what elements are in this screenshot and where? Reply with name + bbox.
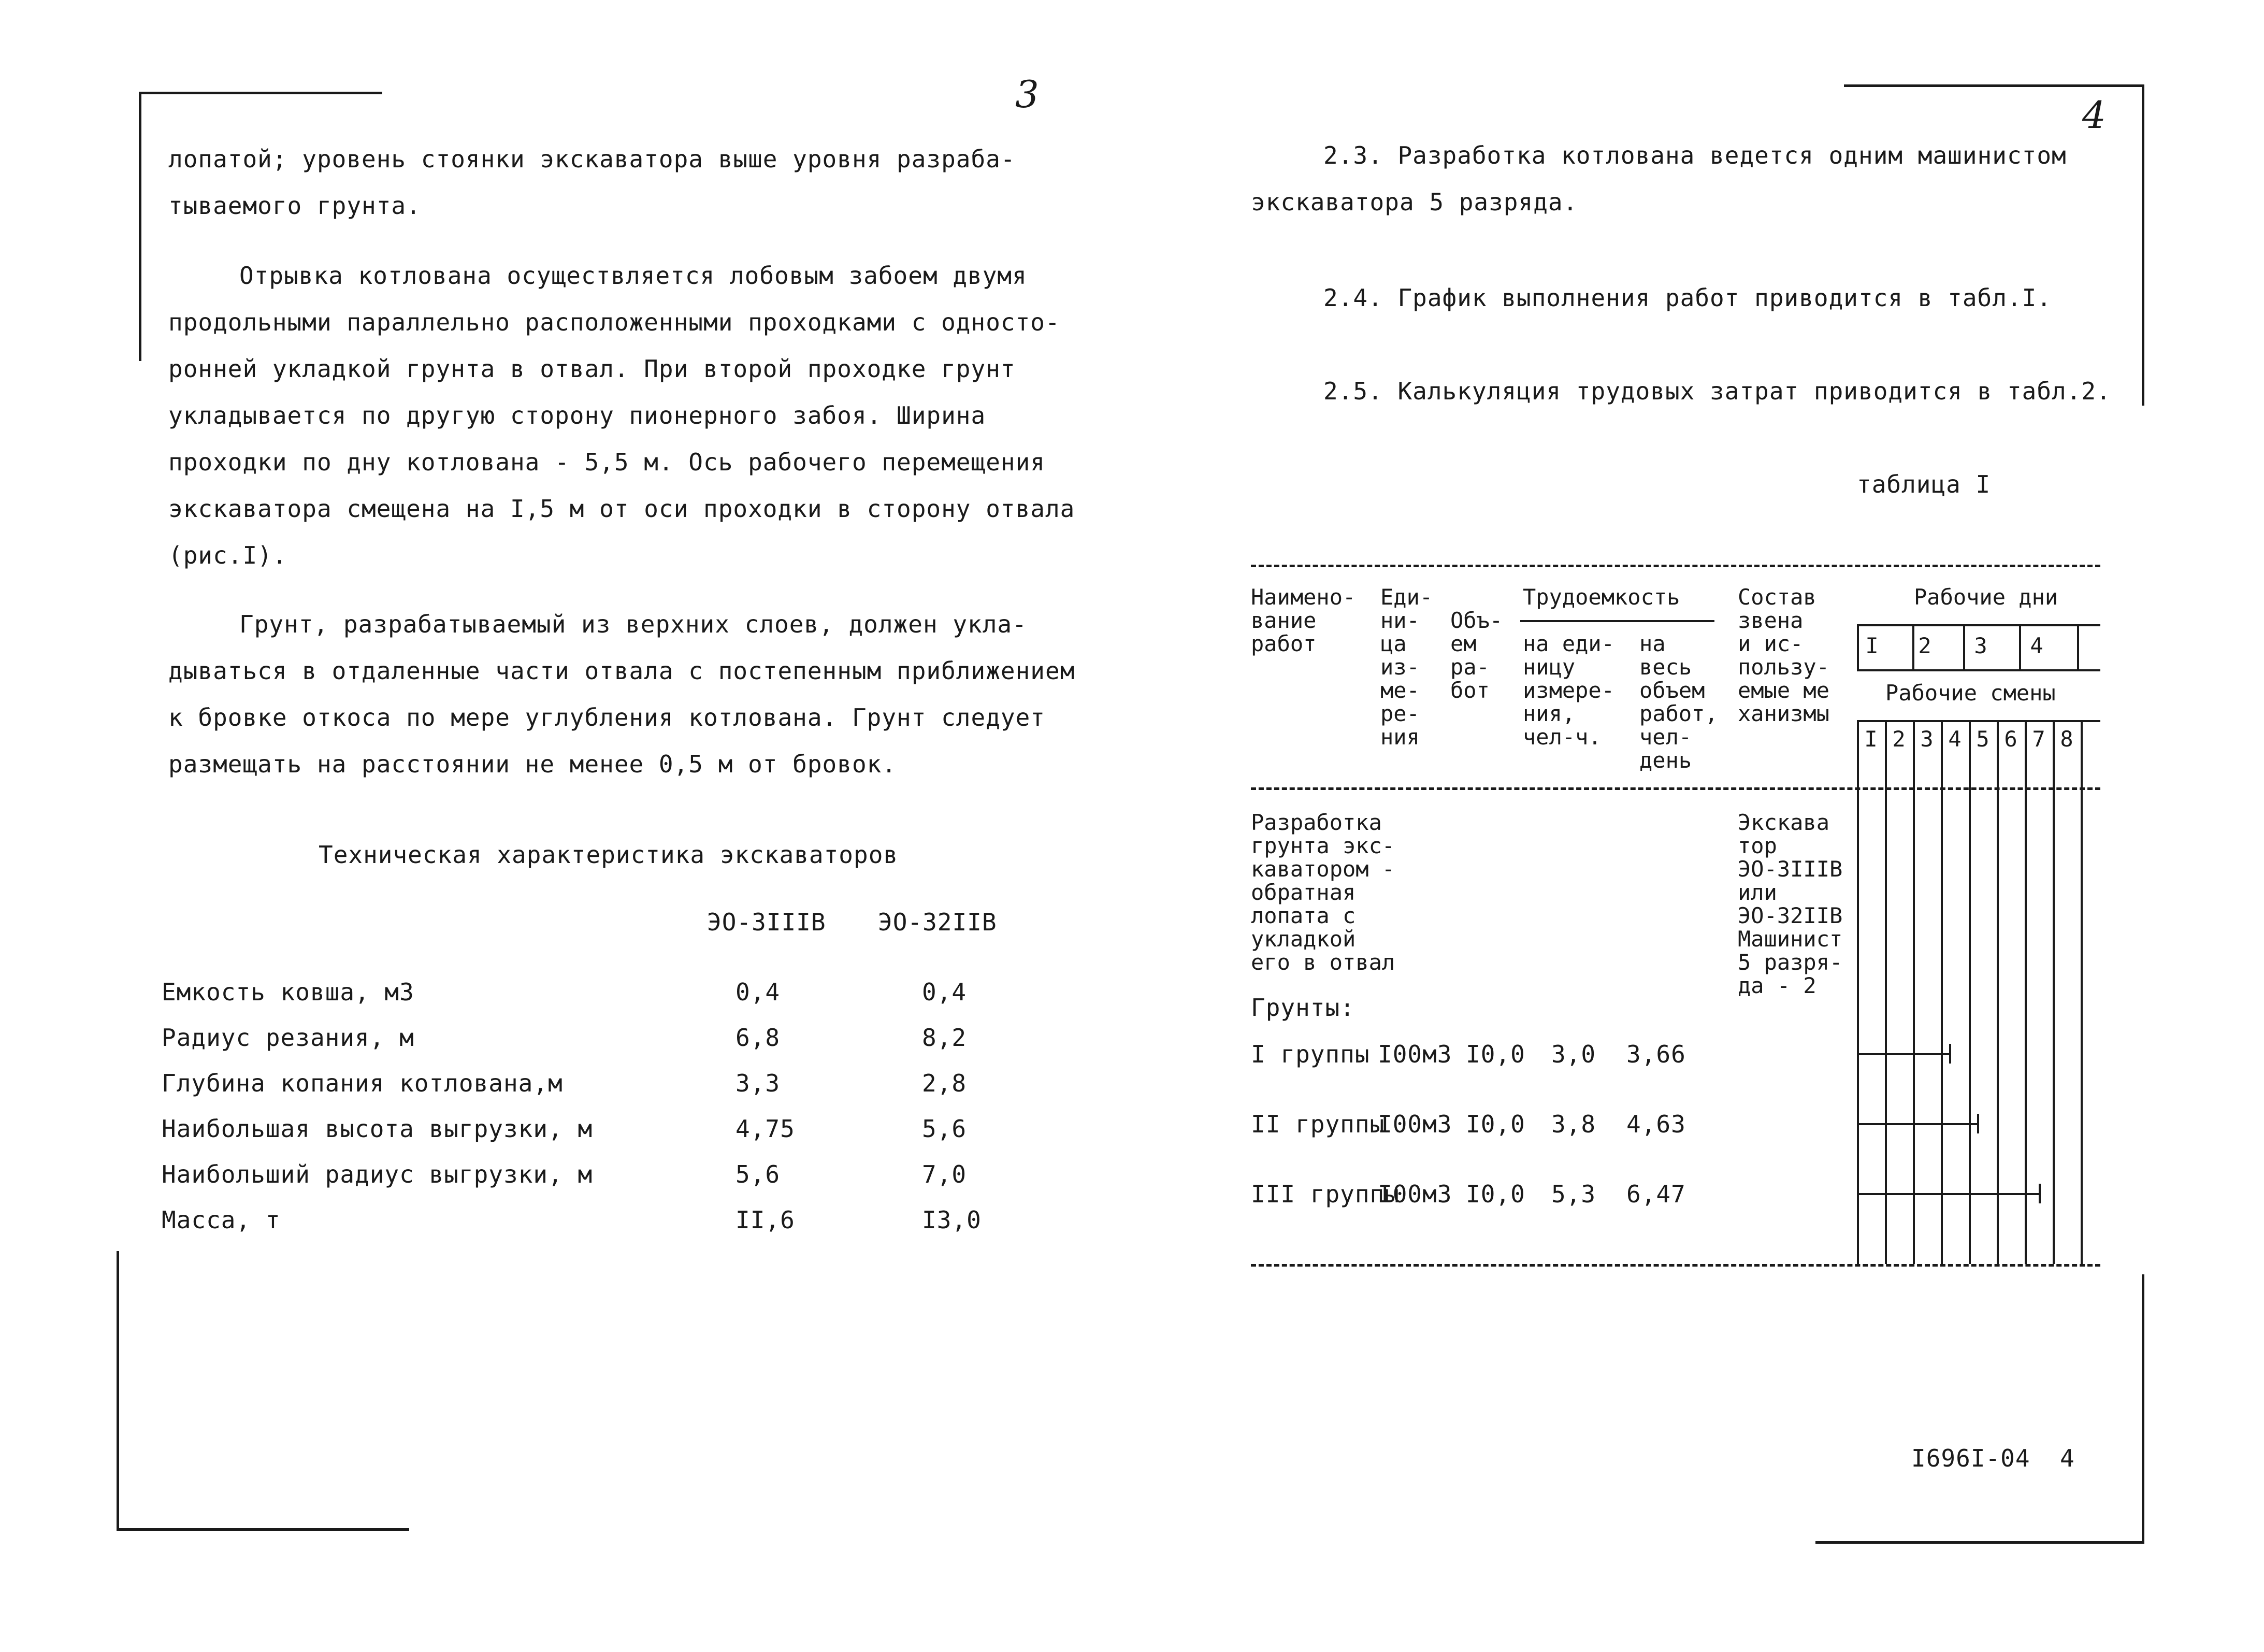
- shift-cell: 3: [1920, 726, 1934, 752]
- spec-row-value: 5,6: [922, 1115, 967, 1143]
- work-days-bottom-rule: [1857, 669, 2100, 671]
- spec-row-value: 8,2: [922, 1024, 967, 1052]
- shift-cell: 8: [2060, 726, 2073, 752]
- crew-description: Экскава тор ЭО-3IIIВ или ЭО-32IIВ Машинист 5 разря- да - 2: [1738, 810, 1843, 998]
- table-bottom-rule: [1251, 1264, 2100, 1267]
- shift-column-line: [2053, 720, 2055, 1264]
- right-para-2: 2.4. График выполнения работ приводится в табл.I.: [1323, 284, 2052, 312]
- row-unit: I00м3: [1378, 1040, 1452, 1068]
- shift-cell: 2: [1892, 726, 1906, 752]
- day-divider: [2077, 624, 2079, 670]
- spec-row-value: 0,4: [922, 978, 967, 1006]
- shift-column-line: [1969, 720, 1971, 1264]
- row-unit: I00м3: [1378, 1180, 1452, 1208]
- work-description: Разработка грунта экс- каватором - обратная лопата с укладкой его в отвал: [1251, 810, 1395, 975]
- shift-cell: 4: [1948, 726, 1962, 752]
- header-labor: Трудоемкость: [1523, 584, 1680, 610]
- work-day-cell: I: [1865, 633, 1879, 658]
- header-name: Наимено- вание работ: [1251, 584, 1356, 656]
- left-para-2-line-2: продольными параллельно расположенными проходками с односто-: [168, 308, 1060, 336]
- frame-left-top: [139, 92, 382, 94]
- table-caption: таблица I: [1857, 470, 1991, 498]
- spec-row-label: Радиус резания, м: [162, 1024, 414, 1052]
- header-labor-total: на весь объем работ, чел- день: [1639, 631, 1718, 773]
- shift-column-line: [1857, 720, 1859, 1264]
- shifts-label: Рабочие смены: [1885, 680, 2056, 706]
- left-para-1-line-1: лопатой; уровень стоянки экскаватора выше уровня разраба-: [168, 145, 1016, 173]
- left-para-2-line-1: Отрывка котлована осуществляется лобовым забоем двумя: [239, 262, 1027, 290]
- shift-column-line: [1885, 720, 1887, 1264]
- frame-left-bottom: [117, 1528, 409, 1531]
- frame-right-top: [1844, 84, 2144, 87]
- table-header-rule: [1251, 787, 2100, 790]
- left-para-1-line-2: тываемого грунта.: [168, 192, 421, 220]
- row-volume: I0,0: [1466, 1180, 1525, 1208]
- schedule-bar-end: [1949, 1044, 1951, 1064]
- labor-underline: [1520, 620, 1714, 622]
- row-labor-unit: 3,8: [1551, 1110, 1596, 1138]
- left-para-2-line-3: ронней укладкой грунта в отвал. При второй проходке грунт: [168, 355, 1016, 383]
- doc-code: I696I-04 4: [1911, 1444, 2075, 1472]
- shift-cell: 5: [1976, 726, 1989, 752]
- spec-row-value: 2,8: [922, 1069, 967, 1097]
- work-days-top-rule: [1857, 624, 2100, 626]
- spec-title: Техническая характеристика экскаваторов: [319, 841, 899, 869]
- header-labor-unit: на еди- ницу измере- ния, чел-ч.: [1523, 631, 1615, 750]
- row-labor-unit: 5,3: [1551, 1180, 1596, 1208]
- shift-column-line: [2025, 720, 2027, 1264]
- header-crew: Состав звена и ис- пользу- емые ме ханизмы: [1738, 584, 1830, 726]
- row-soil-name: II группы: [1251, 1110, 1385, 1138]
- frame-left-side-bottom: [117, 1251, 119, 1531]
- spec-row-value: 6,8: [736, 1024, 781, 1052]
- frame-right-bottom: [1815, 1541, 2144, 1544]
- spec-row-label: Глубина копания котлована,м: [162, 1069, 563, 1097]
- shift-column-line: [1997, 720, 1999, 1264]
- left-para-2-line-6: экскаватора смещена на I,5 м от оси проходки в сторону отвала: [168, 495, 1075, 523]
- work-day-cell: 3: [1974, 633, 1987, 658]
- schedule-bar-end: [1977, 1114, 1979, 1133]
- shift-cell: I: [1864, 726, 1878, 752]
- spec-row-label: Емкость ковша, м3: [162, 978, 414, 1006]
- row-labor-total: 3,66: [1626, 1040, 1686, 1068]
- work-days-label: Рабочие дни: [1914, 584, 2058, 610]
- page-number-left: 3: [1015, 73, 1039, 116]
- row-labor-total: 4,63: [1626, 1110, 1686, 1138]
- left-para-2-line-4: укладывается по другую сторону пионерного забоя. Ширина: [168, 401, 986, 429]
- soils-label: Грунты:: [1251, 994, 1355, 1022]
- row-soil-name: III группы: [1251, 1180, 1400, 1208]
- shift-column-line: [1913, 720, 1915, 1264]
- shift-cell: 7: [2032, 726, 2045, 752]
- right-para-3: 2.5. Калькуляция трудовых затрат приводится в табл.2.: [1323, 377, 2111, 405]
- header-volume: Объ- ем ра- бот: [1450, 608, 1503, 703]
- spec-row-label: Наибольший радиус выгрузки, м: [162, 1160, 593, 1188]
- work-day-cell: 4: [2030, 633, 2043, 658]
- schedule-bar: [1857, 1193, 2039, 1195]
- shift-column-line: [2081, 720, 2083, 1264]
- frame-left-side-top: [139, 92, 141, 361]
- row-labor-unit: 3,0: [1551, 1040, 1596, 1068]
- row-volume: I0,0: [1466, 1110, 1525, 1138]
- left-para-2-line-7: (рис.I).: [168, 541, 287, 569]
- row-soil-name: I группы: [1251, 1040, 1370, 1068]
- row-unit: I00м3: [1378, 1110, 1452, 1138]
- schedule-bar-end: [2039, 1184, 2041, 1203]
- spec-row-label: Масса, т: [162, 1206, 281, 1234]
- spec-row-value: 3,3: [736, 1069, 781, 1097]
- row-labor-total: 6,47: [1626, 1180, 1686, 1208]
- table-top-rule: [1251, 565, 2100, 567]
- left-para-3-line-3: к бровке откоса по мере углубления котлована. Грунт следует: [168, 703, 1045, 731]
- left-para-2-line-5: проходки по дну котлована - 5,5 м. Ось рабочего перемещения: [168, 448, 1045, 476]
- schedule-bar: [1857, 1123, 1977, 1125]
- spec-row-value: 0,4: [736, 978, 781, 1006]
- spec-row-label: Наибольшая высота выгрузки, м: [162, 1115, 593, 1143]
- spec-row-value: 5,6: [736, 1160, 781, 1188]
- schedule-bar: [1857, 1053, 1949, 1055]
- spec-row-value: II,6: [736, 1206, 795, 1234]
- page-number-right: 4: [2082, 93, 2106, 137]
- spec-header-eo3111: ЭО-3IIIВ: [707, 908, 826, 936]
- spec-row-value: I3,0: [922, 1206, 982, 1234]
- shift-column-line: [1941, 720, 1943, 1264]
- right-para-1-line-2: экскаватора 5 разряда.: [1251, 188, 1578, 216]
- spec-header-eo3211: ЭО-32IIВ: [878, 908, 997, 936]
- spec-row-value: 4,75: [736, 1115, 795, 1143]
- right-para-1-line-1: 2.3. Разработка котлована ведется одним машинистом: [1323, 141, 2067, 169]
- left-para-3-line-4: размещать на расстоянии не менее 0,5 м от бровок.: [168, 750, 897, 778]
- frame-right-side-bottom: [2142, 1274, 2144, 1544]
- header-unit: Еди- ни- ца из- ме- ре- ния: [1380, 584, 1433, 750]
- shift-cell: 6: [2004, 726, 2017, 752]
- left-para-3-line-2: дываться в отдаленные части отвала с постепенным приближением: [168, 657, 1075, 685]
- spec-row-value: 7,0: [922, 1160, 967, 1188]
- row-volume: I0,0: [1466, 1040, 1525, 1068]
- frame-right-side-top: [2142, 84, 2144, 406]
- left-para-3-line-1: Грунт, разрабатываемый из верхних слоев, должен укла-: [239, 610, 1027, 638]
- work-day-cell: 2: [1918, 633, 1931, 658]
- shifts-top-rule: [1857, 720, 2100, 722]
